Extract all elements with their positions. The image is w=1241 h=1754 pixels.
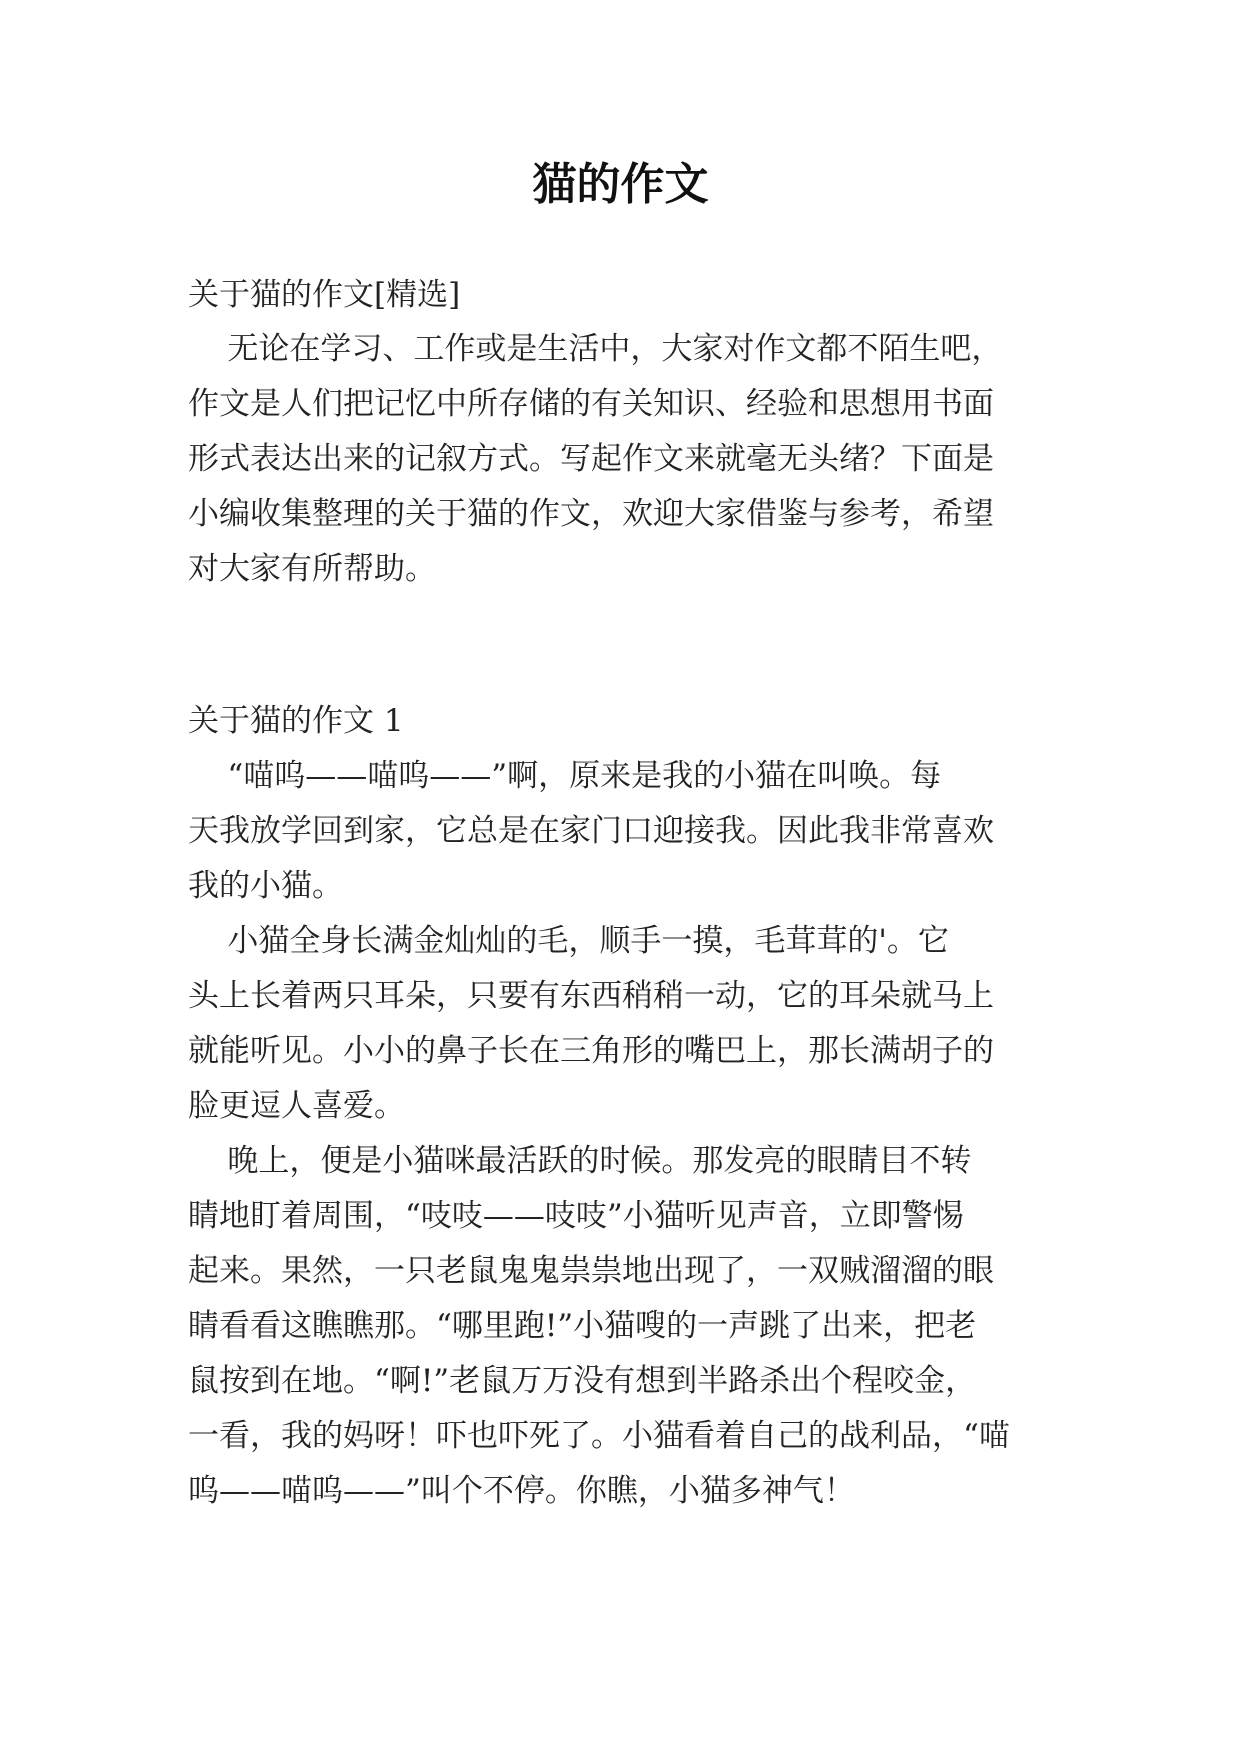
text-line: 头上长着两只耳朵，只要有东西稍稍一动，它的耳朵就马上 bbox=[188, 978, 994, 1014]
text-line: 作文是人们把记忆中所存储的有关知识、经验和思想用书面 bbox=[188, 386, 994, 422]
text-line: 脸更逗人喜爱。 bbox=[188, 1088, 405, 1124]
text-line: 关于猫的作文[精选] bbox=[188, 277, 461, 313]
document-title: 猫的作文 bbox=[532, 159, 709, 210]
text-line: 无论在学习、工作或是生活中，大家对作文都不陌生吧， bbox=[188, 331, 1003, 367]
text-line: 对大家有所帮助。 bbox=[188, 551, 436, 587]
text-line: 鼠按到在地。“啊!”老鼠万万没有想到半路杀出个程咬金， bbox=[188, 1363, 977, 1399]
text-line: 就能听见。小小的鼻子长在三角形的嘴巴上，那长满胡子的 bbox=[188, 1033, 994, 1069]
text-line: 呜——喵呜——”叫个不停。你瞧，小猫多神气！ bbox=[188, 1473, 855, 1509]
text-line: 我的小猫。 bbox=[188, 868, 343, 904]
text-line: 小编收集整理的关于猫的作文，欢迎大家借鉴与参考，希望 bbox=[188, 496, 994, 532]
text-line: 关于猫的作文 1 bbox=[188, 703, 404, 739]
text-line: 形式表达出来的记叙方式。写起作文来就毫无头绪？下面是 bbox=[188, 441, 994, 477]
text-line: 起来。果然，一只老鼠鬼鬼祟祟地出现了，一双贼溜溜的眼 bbox=[188, 1253, 994, 1289]
text-line: 小猫全身长满金灿灿的毛，顺手一摸，毛茸茸的'。它 bbox=[188, 923, 949, 959]
text-line: 晚上，便是小猫咪最活跃的时候。那发亮的眼睛目不转 bbox=[188, 1143, 972, 1179]
text-line: 睛地盯着周围，“吱吱——吱吱”小猫听见声音，立即警惕 bbox=[188, 1198, 964, 1234]
text-line: “喵呜——喵呜——”啊，原来是我的小猫在叫唤。每 bbox=[188, 758, 942, 794]
text-line: 天我放学回到家，它总是在家门口迎接我。因此我非常喜欢 bbox=[188, 813, 994, 849]
text-line: 一看，我的妈呀！吓也吓死了。小猫看着自己的战利品，“喵 bbox=[188, 1418, 1010, 1454]
text-line: 睛看看这瞧瞧那。“哪里跑!”小猫嗖的一声跳了出来，把老 bbox=[188, 1308, 977, 1344]
